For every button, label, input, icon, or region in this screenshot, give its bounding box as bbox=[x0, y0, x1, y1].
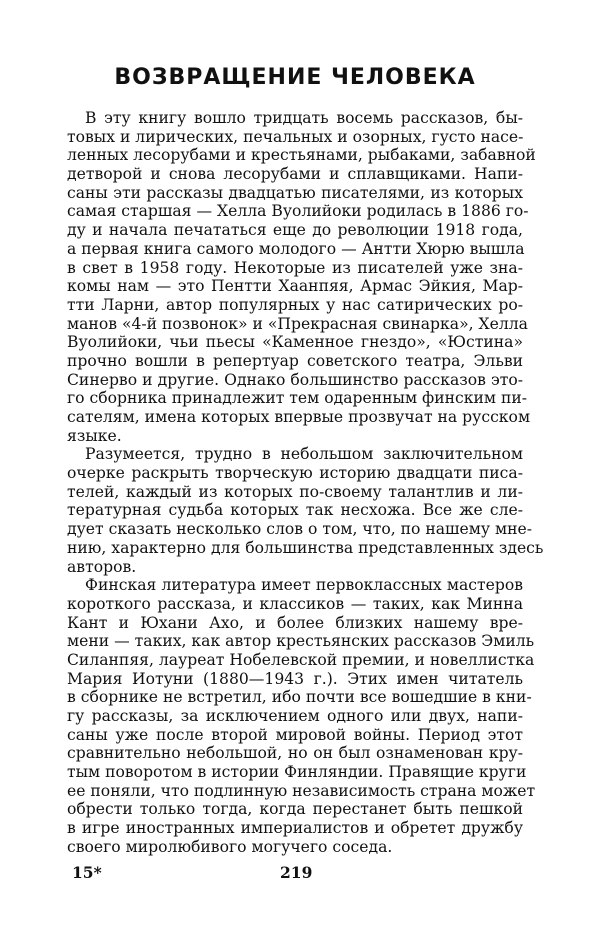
text-line: Финская литература имеет первоклассных мастеров bbox=[85, 576, 523, 595]
text-line: тти Ларни, автор популярных у нас сатирических ро- bbox=[67, 295, 523, 314]
text-line: телей, каждый из которых по-своему талантлив и ли- bbox=[67, 482, 523, 501]
text-line: дует сказать несколько слов о том, что, по нашему мне- bbox=[67, 520, 533, 539]
signature-mark: 15* bbox=[72, 863, 102, 882]
page-number: 219 bbox=[280, 863, 313, 882]
text-line: тым поворотом в истории Финляндии. Правящие круги bbox=[67, 763, 527, 782]
text-line: ее поняли, что подлинную независимость страна может bbox=[67, 781, 536, 800]
text-line: обрести только тогда, когда перестанет быть пешкой bbox=[67, 800, 523, 819]
text-line: языке. bbox=[67, 426, 122, 445]
text-line: саны уже после второй мировой войны. Период этот bbox=[67, 725, 523, 744]
text-line: очерке раскрыть творческую историю двадцати писа- bbox=[67, 464, 523, 483]
text-line: Мария Иотуни (1880—1943 г.). Этих имен читатель bbox=[67, 669, 523, 688]
text-line: го сборника принадлежит тем одаренным финским пи- bbox=[67, 389, 528, 408]
text-line: тературная судьба которых так несхожа. Все же сле- bbox=[67, 501, 523, 520]
text-line: ленных лесорубами и крестьянами, рыбаками, забавной bbox=[67, 146, 536, 165]
text-line: нию, характерно для большинства представленных здесь bbox=[67, 538, 544, 557]
text-line: Вуолийоки, чьи пьесы «Каменное гнездо», «Юстина» bbox=[67, 333, 523, 352]
text-line: в игре иностранных империалистов и обретет дружбу bbox=[67, 819, 523, 838]
text-line: самая старшая — Хелла Вуолийоки родилась в 1886 го- bbox=[67, 202, 529, 221]
text-line: В эту книгу вошло тридцать восемь рассказов, бы- bbox=[85, 109, 523, 127]
text-line: Синерво и другие. Однако большинство рассказов это- bbox=[67, 370, 523, 389]
text-line: Силанпяя, лауреат Нобелевской премии, и новеллистка bbox=[67, 650, 535, 669]
text-line: Кант и Юхани Ахо, и более близких нашему вре- bbox=[67, 613, 523, 632]
text-line: прочно вошли в репертуар советского театра, Эльви bbox=[67, 351, 523, 370]
text-line: гу рассказы, за исключением одного или двух, напи- bbox=[67, 707, 523, 725]
text-line: Разумеется, трудно в небольшом заключительном bbox=[85, 445, 523, 464]
text-line: манов «4-й позвонок» и «Прекрасная свинарка», Хелла bbox=[67, 314, 528, 333]
body-text bbox=[67, 109, 544, 857]
text-line: короткого рассказа, и классиков — таких, как Минна bbox=[67, 594, 523, 613]
text-line: в сборнике не встретил, ибо почти все вошедшие в кни- bbox=[67, 688, 532, 707]
text-line: товых и лирических, печальных и озорных, густо насе- bbox=[67, 127, 524, 146]
text-line: детворой и снова лесорубами и сплавщиками. Напи- bbox=[67, 165, 523, 184]
text-line: авторов. bbox=[67, 557, 137, 576]
text-line: комы нам — это Пентти Хаанпяя, Армас Эйкия, Мар- bbox=[67, 277, 523, 296]
text-line: сателям, имена которых впервые прозвучат на русском bbox=[67, 408, 531, 426]
text-line: своего миролюбивого могучего соседа. bbox=[67, 837, 393, 856]
text-line: ду и начала печататься еще до революции 1918 года, bbox=[67, 221, 523, 240]
text-line: в свет в 1958 году. Некоторые из писателей уже зна- bbox=[67, 258, 523, 277]
text-line: а первая книга самого молодого — Антти Хюрю вышла bbox=[67, 239, 525, 258]
chapter-title: ВОЗВРАЩЕНИЕ ЧЕЛОВЕКА bbox=[114, 65, 476, 90]
text-line: сравнительно небольшой, но он был ознаменован кру- bbox=[67, 744, 523, 763]
text-line: мени — таких, как автор крестьянских рассказов Эмиль bbox=[67, 632, 535, 651]
text-line: саны эти рассказы двадцатью писателями, из которых bbox=[67, 183, 523, 202]
